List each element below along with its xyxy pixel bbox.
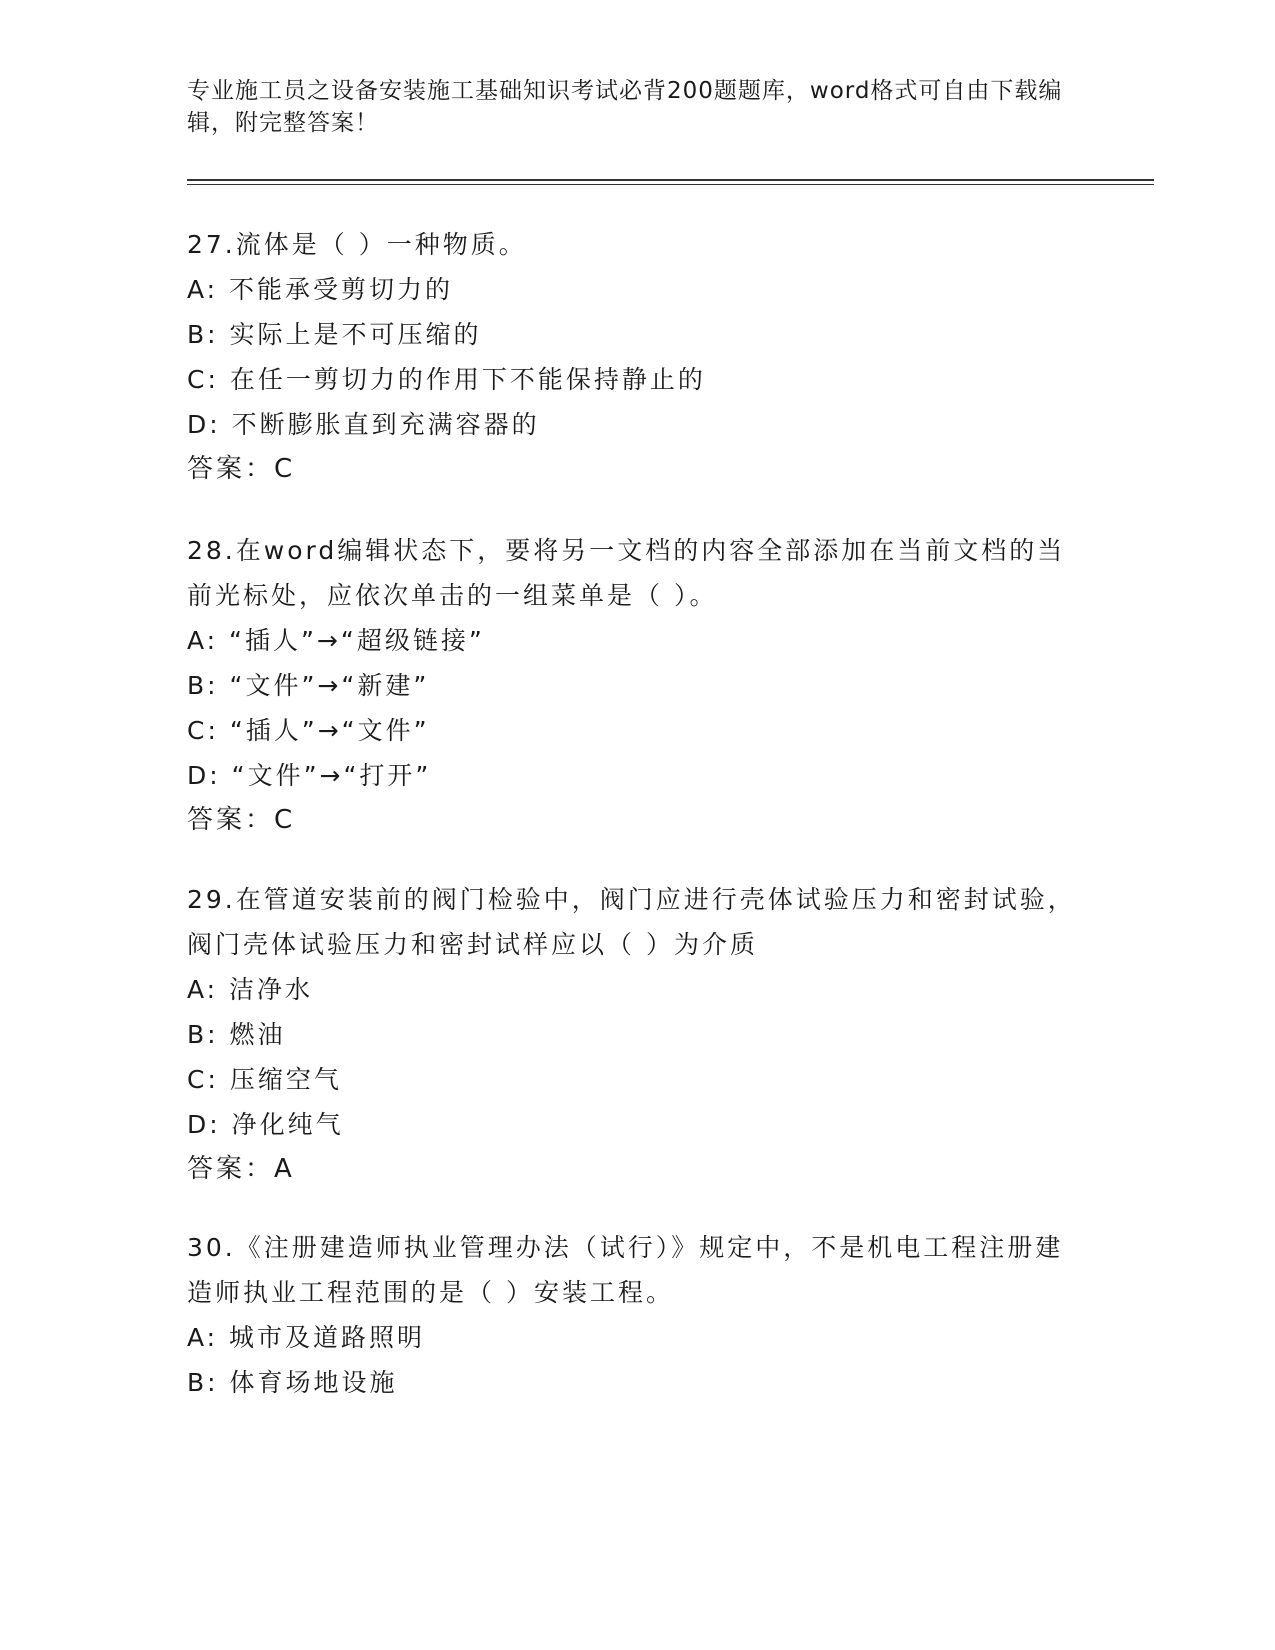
option-c: C: 在任一剪切力的作用下不能保持静止的 [187,365,706,394]
option-a: A: 洁净水 [187,975,314,1004]
option-d: D: 不断膨胀直到充满容器的 [187,410,540,439]
question-30 [187,1225,1077,1405]
header-divider [187,179,1154,181]
option-c: C: “插人”→“文件” [187,716,430,745]
option-c: C: 压缩空气 [187,1065,342,1094]
question-28 [187,528,1077,843]
question-stem: 29.在管道安装前的阀门检验中，阀门应进行壳体试验压力和密封试验，阀门壳体试验压力和密封试样应以（ ）为介质 [187,885,1076,959]
answer: 答案：A [187,1154,295,1184]
question-stem: 27.流体是（ ）一种物质。 [187,230,527,259]
option-d: D: “文件”→“打开” [187,761,432,790]
option-d: D: 净化纯气 [187,1110,344,1139]
option-b: B: 实际上是不可压缩的 [187,320,482,349]
option-b: B: 体育场地设施 [187,1368,398,1397]
document-page [187,0,1147,1650]
document-header: 专业施工员之设备安装施工基础知识考试必背200题题库，word格式可自由下载编辑，附完整答案！ [187,78,1063,136]
option-b: B: 燃油 [187,1020,286,1049]
answer: 答案：C [187,805,296,835]
question-stem: 28.在word编辑状态下，要将另一文档的内容全部添加在当前文档的当前光标处，应依次单击的一组菜单是（ ）。 [187,536,1066,610]
question-27 [187,222,1077,492]
header-divider-thin [187,184,1154,185]
option-b: B: “文件”→“新建” [187,671,430,700]
option-a: A: “插人”→“超级链接” [187,626,485,655]
question-stem: 30.《注册建造师执业管理办法（试行）》规定中，不是机电工程注册建造师执业工程范围的是（ ）安装工程。 [187,1233,1064,1307]
option-a: A: 不能承受剪切力的 [187,275,454,304]
option-a: A: 城市及道路照明 [187,1323,426,1352]
question-29 [187,877,1077,1192]
answer: 答案：C [187,454,296,484]
